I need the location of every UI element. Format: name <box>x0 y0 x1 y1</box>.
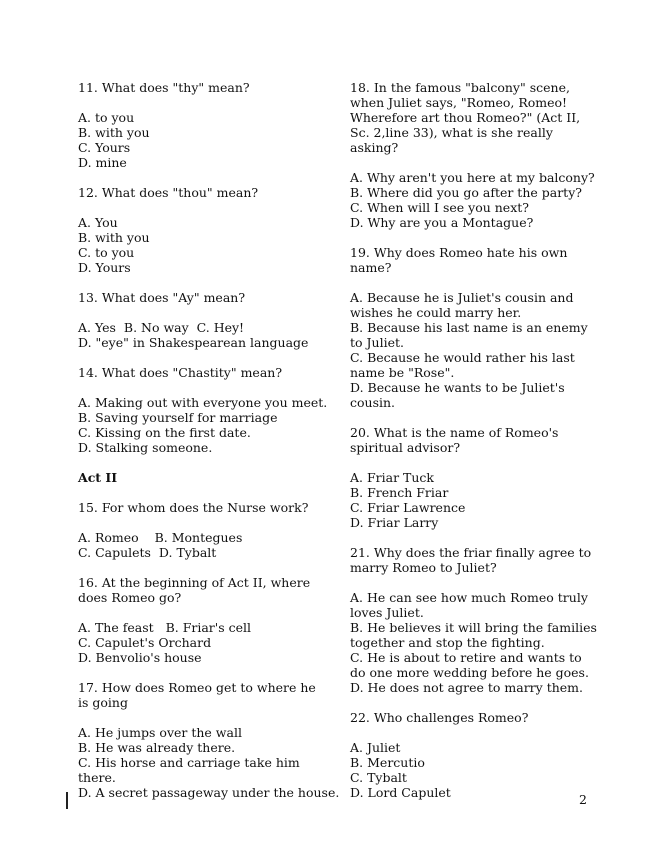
question-17 <box>78 680 340 800</box>
option: B. Where did you go after the party? <box>350 185 582 200</box>
question-14 <box>78 365 330 455</box>
option: B. Saving yourself for marriage <box>78 410 278 425</box>
option: A. Yes B. No way C. Hey! <box>78 320 245 335</box>
margin-mark <box>66 792 68 809</box>
option: B. with you <box>78 230 150 245</box>
question-stem: 12. What does "thou" mean? <box>78 185 259 200</box>
section-heading-act-ii: Act II <box>78 470 118 485</box>
option: C. to you <box>78 245 135 260</box>
question-stem: 22. Who challenges Romeo? <box>350 710 529 725</box>
option: B. with you <box>78 125 150 140</box>
question-stem: 20. What is the name of Romeo's spiritual advisor? <box>350 425 559 455</box>
option: C. Yours <box>78 140 131 155</box>
left-column <box>78 80 340 815</box>
right-column <box>350 80 598 815</box>
question-19 <box>350 245 598 410</box>
option: A. You <box>78 215 118 230</box>
option: D. A secret passageway under the house. <box>78 785 340 800</box>
question-18 <box>350 80 598 230</box>
question-21 <box>350 545 598 695</box>
option: D. mine <box>78 155 127 170</box>
question-20 <box>350 425 598 530</box>
option: D. "eye" in Shakespearean language <box>78 335 309 350</box>
option: C. Capulets D. Tybalt <box>78 545 217 560</box>
option: A. Romeo B. Montegues <box>78 530 243 545</box>
option: D. Why are you a Montague? <box>350 215 534 230</box>
question-stem: 19. Why does Romeo hate his own name? <box>350 245 568 275</box>
question-stem: 21. Why does the friar finally agree to marry Romeo to Juliet? <box>350 545 592 575</box>
option: D. Because he wants to be Juliet's cousin. <box>350 380 565 410</box>
option: B. He was already there. <box>78 740 236 755</box>
question-12 <box>78 185 330 275</box>
question-stem: 11. What does "thy" mean? <box>78 80 250 95</box>
option: C. Friar Lawrence <box>350 500 466 515</box>
question-16 <box>78 575 330 665</box>
option: C. He is about to retire and wants to do one more wedding before he goes. <box>350 650 589 680</box>
option: A. Because he is Juliet's cousin and wishes he could marry her. <box>350 290 574 320</box>
option: C. When will I see you next? <box>350 200 529 215</box>
option: D. Friar Larry <box>350 515 439 530</box>
option: B. French Friar <box>350 485 449 500</box>
option: D. Yours <box>78 260 131 275</box>
option: A. The feast B. Friar's cell <box>78 620 251 635</box>
option: A. to you <box>78 110 135 125</box>
page-number: 2 <box>579 792 587 807</box>
question-stem: 18. In the famous "balcony" scene, when Juliet says, "Romeo, Romeo! Wherefore art thou Romeo?" (Act II, Sc. 2,line 33), what is she really asking? <box>350 80 581 155</box>
option: C. His horse and carriage take him there. <box>78 755 300 785</box>
option: C. Because he would rather his last name be "Rose". <box>350 350 575 380</box>
option: B. Mercutio <box>350 755 425 770</box>
question-22 <box>350 710 598 800</box>
option: A. Why aren't you here at my balcony? <box>350 170 595 185</box>
option: A. Juliet <box>350 740 401 755</box>
question-stem: 17. How does Romeo get to where he is going <box>78 680 316 710</box>
option: D. Stalking someone. <box>78 440 213 455</box>
option: B. He believes it will bring the families together and stop the fighting. <box>350 620 597 650</box>
option: A. He can see how much Romeo truly loves Juliet. <box>350 590 588 620</box>
option: B. Because his last name is an enemy to Juliet. <box>350 320 588 350</box>
option: A. Making out with everyone you meet. <box>78 395 328 410</box>
option: C. Kissing on the first date. <box>78 425 251 440</box>
option: C. Tybalt <box>350 770 407 785</box>
question-stem: 16. At the beginning of Act II, where does Romeo go? <box>78 575 311 605</box>
option: A. He jumps over the wall <box>78 725 242 740</box>
option: D. He does not agree to marry them. <box>350 680 583 695</box>
option: C. Capulet's Orchard <box>78 635 212 650</box>
question-13 <box>78 290 330 350</box>
option: A. Friar Tuck <box>350 470 434 485</box>
option: D. Lord Capulet <box>350 785 451 800</box>
option: D. Benvolio's house <box>78 650 202 665</box>
question-stem: 14. What does "Chastity" mean? <box>78 365 283 380</box>
question-11 <box>78 80 330 170</box>
question-15 <box>78 500 330 560</box>
question-stem: 15. For whom does the Nurse work? <box>78 500 309 515</box>
question-stem: 13. What does "Ay" mean? <box>78 290 246 305</box>
